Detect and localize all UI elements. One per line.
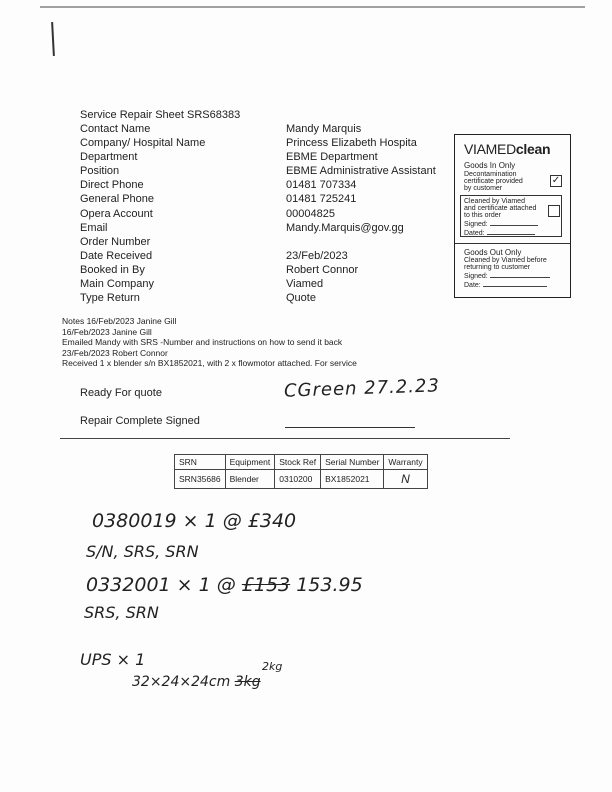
field-label: Main Company (80, 278, 154, 291)
details-fields (80, 122, 440, 305)
field-row (80, 122, 440, 136)
handwritten-line-5: UPS × 1 (80, 650, 146, 669)
field-label: Type Return (80, 292, 140, 305)
field-label: Date Received (80, 249, 153, 262)
field-value: Princess Elizabeth Hospita (286, 137, 417, 150)
handwritten-weight-top: 2kg (262, 660, 283, 673)
field-row (80, 207, 440, 221)
signature-line (285, 427, 415, 428)
field-row (80, 277, 440, 291)
cleaned-box: Cleaned by Viamed and certificate attached to this order Signed: Dated: (460, 195, 562, 237)
field-label: Opera Account (80, 207, 153, 220)
field-value: 23/Feb/2023 (286, 249, 348, 262)
field-label: Department (80, 151, 138, 164)
field-value: Mandy.Marquis@gov.gg (286, 221, 404, 234)
field-label: Company/ Hospital Name (80, 137, 206, 150)
box-divider (455, 243, 570, 244)
handwritten-line-4: SRS, SRN (84, 603, 159, 622)
field-value: Viamed (286, 278, 324, 291)
field-row (80, 249, 440, 263)
field-value: 01481 725241 (286, 193, 357, 206)
sheet-title: Service Repair Sheet SRS68383 (80, 109, 241, 121)
field-label: Booked in By (80, 263, 145, 276)
field-row (80, 291, 440, 305)
column-header: Equipment (225, 455, 275, 470)
field-value: Quote (286, 292, 316, 305)
field-label: Email (80, 221, 108, 234)
field-value: Robert Connor (286, 263, 359, 276)
column-header: Stock Ref (275, 455, 321, 470)
scan-edge-line (40, 6, 585, 8)
notes-section: Notes 16/Feb/2023 Janine Gill 16/Feb/2023 Janine Gill Emailed Mandy with SRS -Number and instructions on how to send it back 23/Feb/2023 Robert Connor Received 1 x blender s/n BX1852021, with 2 x flowmotor attached. For service (62, 316, 357, 368)
field-label: Direct Phone (80, 179, 144, 192)
table-cell: BX1852021 (321, 470, 384, 489)
field-row (80, 164, 440, 178)
field-value: 01481 707334 (286, 179, 357, 192)
viamed-clean-stamp (454, 134, 571, 298)
ready-signature: CGreen 27.2.23 (283, 375, 441, 402)
field-label: Position (80, 165, 120, 178)
handwritten-line-6: 32×24×24cm 3kg (132, 674, 261, 690)
handwritten-line-2: S/N, SRS, SRN (86, 542, 199, 561)
pen-mark (51, 22, 55, 56)
field-row (80, 263, 440, 277)
section-divider (60, 438, 510, 439)
table-cell: SRN35686 (175, 470, 226, 489)
viamed-logo: VIAMEDclean (464, 141, 551, 157)
goods-in-heading: Goods In Only (464, 161, 516, 170)
field-row (80, 136, 440, 150)
ready-for-quote-label: Ready For quote (80, 387, 162, 399)
warranty-cell: N (384, 470, 427, 489)
field-row (80, 192, 440, 206)
field-value: Mandy Marquis (286, 123, 362, 135)
field-label: General Phone (80, 193, 154, 206)
handwritten-line-3: 0332001 × 1 @ £153 153.95 (86, 574, 363, 596)
table-cell: Blender (225, 470, 275, 489)
field-row (80, 221, 440, 235)
equipment-table (174, 454, 428, 489)
table-row (175, 470, 428, 489)
goods-in-checkbox: ✓ (551, 175, 561, 186)
field-row (80, 150, 440, 164)
column-header: Serial Number (321, 455, 384, 470)
table-cell: 0310200 (275, 470, 321, 489)
field-value: 00004825 (286, 207, 335, 220)
field-label: Contact Name (80, 123, 151, 135)
field-row (80, 235, 440, 249)
goods-out-section: Goods Out Only Cleaned by Viamed before returning to customer Signed: Date: (464, 248, 564, 289)
goods-in-text: Decontamination certificate provided by customer (464, 171, 523, 192)
field-label: Order Number (80, 235, 151, 248)
field-value: EBME Administrative Assistant (286, 165, 436, 178)
table-header-row (175, 455, 428, 470)
repair-complete-label: Repair Complete Signed (80, 415, 200, 427)
handwritten-line-1: 0380019 × 1 @ £340 (92, 510, 297, 532)
field-value: EBME Department (286, 151, 378, 164)
cleaned-checkbox (548, 205, 560, 217)
field-row (80, 178, 440, 192)
column-header: Warranty (384, 455, 427, 470)
column-header: SRN (175, 455, 226, 470)
